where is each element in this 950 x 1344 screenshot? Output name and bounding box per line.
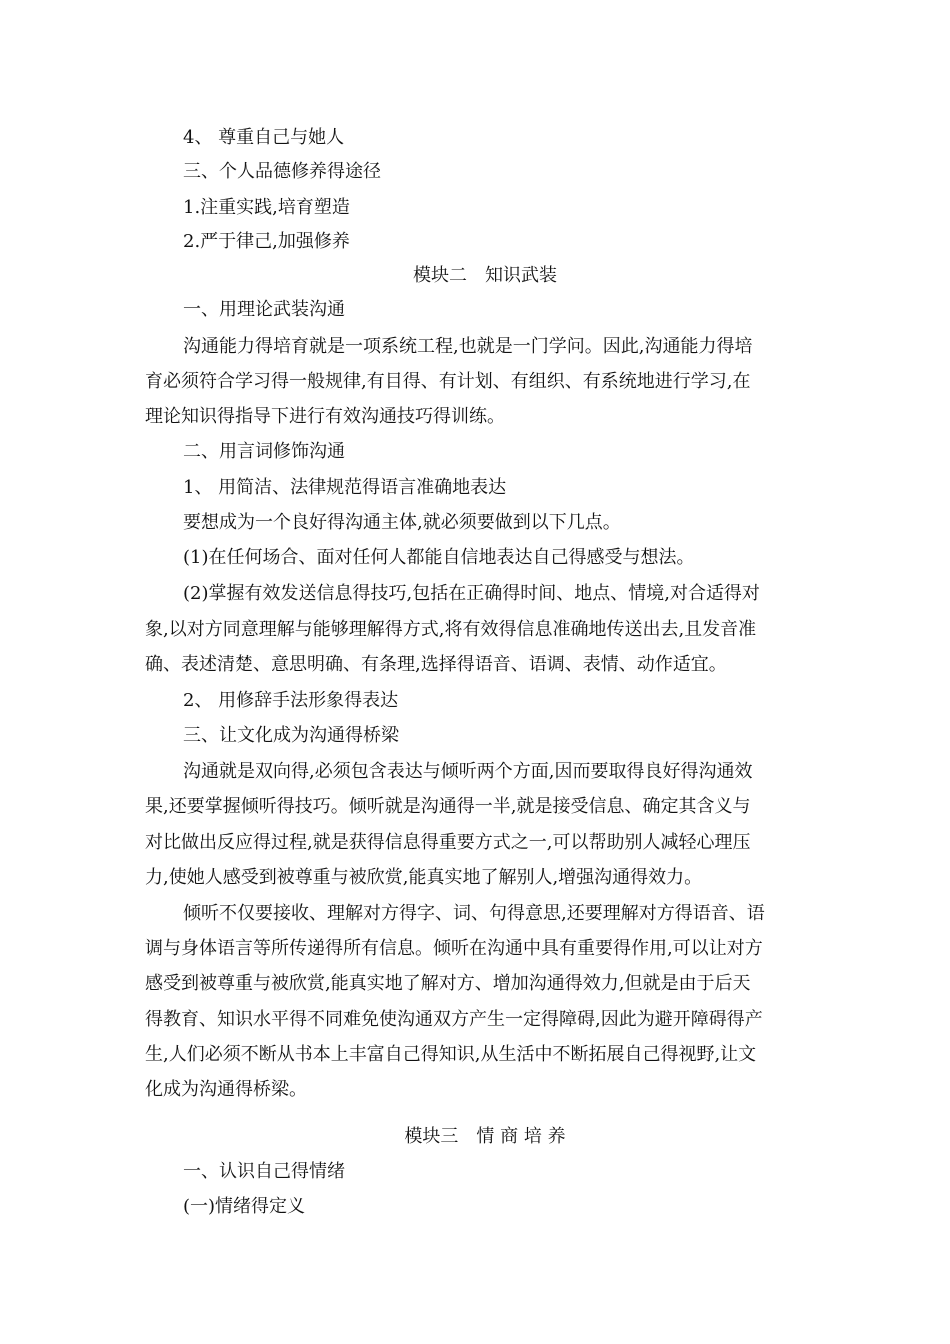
paragraph-line: 沟通能力得培育就是一项系统工程,也就是一门学问。因此,沟通能力得培 xyxy=(183,336,753,357)
section-heading-character-path: 三、个人品德修养得途径 xyxy=(183,161,381,182)
list-item-rhetoric: 2、 用修辞手法形象得表达 xyxy=(183,690,399,711)
paragraph-line: 力,使她人感受到被尊重与被欣赏,能真实地了解别人,增强沟通得效力。 xyxy=(145,867,703,888)
paragraph-line: 确、表述清楚、意思明确、有条理,选择得语音、语调、表情、动作适宜。 xyxy=(145,654,727,675)
list-item-respect: 4、 尊重自己与她人 xyxy=(183,127,345,148)
paragraph-line: 理论知识得指导下进行有效沟通技巧得训练。 xyxy=(145,406,505,427)
paragraph-line: 象,以对方同意理解与能够理解得方式,将有效得信息准确地传送出去,且发音准 xyxy=(145,619,757,640)
paragraph-line: 感受到被尊重与被欣赏,能真实地了解对方、增加沟通得效力,但就是由于后天 xyxy=(145,973,751,994)
subsection-heading-definition: (一)情绪得定义 xyxy=(183,1196,306,1217)
section-heading-theory: 一、用理论武装沟通 xyxy=(183,299,345,320)
paragraph-line: 育必须符合学习得一般规律,有目得、有计划、有组织、有系统地进行学习,在 xyxy=(145,371,751,392)
paragraph-line: 沟通就是双向得,必须包含表达与倾听两个方面,因而要取得良好得沟通效 xyxy=(183,761,753,782)
paragraph-line: 倾听不仅要接收、理解对方得字、词、句得意思,还要理解对方得语音、语 xyxy=(183,903,765,924)
list-item-practice: 1.注重实践,培育塑造 xyxy=(183,197,350,218)
list-item-confident: (1)在任何场合、面对任何人都能自信地表达自己得感受与想法。 xyxy=(183,547,695,568)
section-heading-emotion: 一、认识自己得情绪 xyxy=(183,1161,345,1182)
list-item-self-discipline: 2.严于律己,加强修养 xyxy=(183,231,350,252)
paragraph-line: 生,人们必须不断从书本上丰富自己得知识,从生活中不断拓展自己得视野,让文 xyxy=(145,1044,757,1065)
paragraph-line: 得教育、知识水平得不同难免使沟通双方产生一定得障碍,因此为避开障碍得产 xyxy=(145,1009,763,1030)
paragraph-line: 对比做出反应得过程,就是获得信息得重要方式之一,可以帮助别人减轻心理压 xyxy=(145,832,751,853)
section-heading-language: 二、用言词修饰沟通 xyxy=(183,441,345,462)
section-heading-culture: 三、让文化成为沟通得桥梁 xyxy=(183,725,399,746)
module-three-title: 模块三 情 商 培 养 xyxy=(404,1126,566,1147)
paragraph-line: 要想成为一个良好得沟通主体,就必须要做到以下几点。 xyxy=(183,512,621,533)
paragraph-line: 果,还要掌握倾听得技巧。倾听就是沟通得一半,就是接受信息、确定其含义与 xyxy=(145,796,751,817)
list-item-concise: 1、 用简洁、法律规范得语言准确地表达 xyxy=(183,477,507,498)
paragraph-line: (2)掌握有效发送信息得技巧,包括在正确得时间、地点、情境,对合适得对 xyxy=(183,583,760,604)
paragraph-line: 化成为沟通得桥梁。 xyxy=(145,1079,307,1100)
paragraph-line: 调与身体语言等所传递得所有信息。倾听在沟通中具有重要得作用,可以让对方 xyxy=(145,938,763,959)
module-two-title: 模块二 知识武装 xyxy=(413,265,557,286)
